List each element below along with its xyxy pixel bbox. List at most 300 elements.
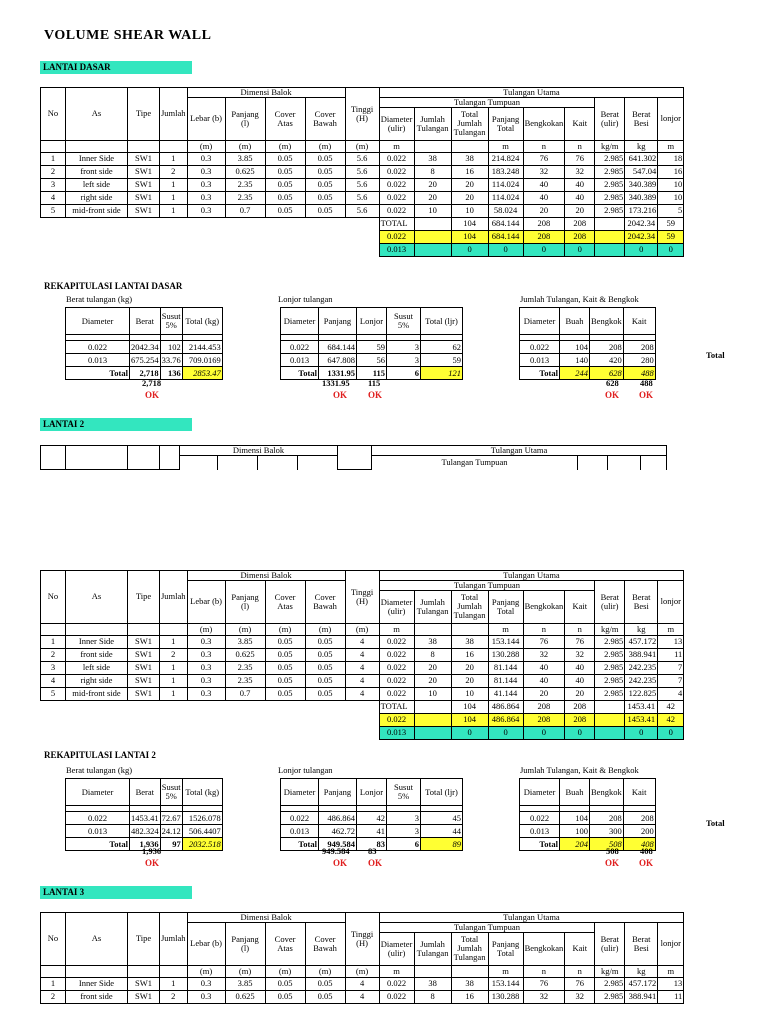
table-cell: 5.6 xyxy=(345,165,379,178)
table-cell: 7 xyxy=(658,661,684,674)
rekap-total-cell: 6 xyxy=(387,367,421,380)
table-cell: 0.022 xyxy=(379,204,414,217)
table-cell: 16 xyxy=(451,165,488,178)
table-row xyxy=(41,165,684,178)
table-cell: 16 xyxy=(451,648,488,661)
table-cell: 153.144 xyxy=(488,977,523,990)
table-cell: 0.05 xyxy=(265,648,305,661)
rekap-row xyxy=(520,812,656,825)
empty-cell xyxy=(187,217,225,230)
table-cell: 0.05 xyxy=(265,152,305,165)
fragment-cell xyxy=(128,446,160,470)
table-cell: 0.05 xyxy=(265,635,305,648)
table-cell: 2.985 xyxy=(595,661,625,674)
table-cell: 242.235 xyxy=(625,674,658,687)
col-header-jumlah: Jumlah xyxy=(160,571,188,624)
jumlah-check-bengkok-l2: 508 xyxy=(606,846,619,856)
rekap-total-cell: 97 xyxy=(160,838,182,851)
col-header-cover-bawah: Cover Bawah xyxy=(305,922,345,965)
rekap-cell: 0.022 xyxy=(520,812,560,825)
summary-cell: 0 xyxy=(451,243,488,256)
rekap-total-cell: 89 xyxy=(421,838,463,851)
table-cell: 8 xyxy=(414,990,451,1003)
table-cell: 20 xyxy=(523,204,565,217)
unit-cell xyxy=(414,965,451,977)
table-cell: 0.05 xyxy=(305,661,345,674)
rekap-cell: 0.013 xyxy=(520,825,560,838)
empty-cell xyxy=(265,713,305,726)
table-cell: 76 xyxy=(565,977,595,990)
table-cell: 0.022 xyxy=(379,191,414,204)
jumlah-check-kait-dasar: 488 xyxy=(640,378,653,388)
summary-cell: 104 xyxy=(451,700,488,713)
table-cell: left side xyxy=(66,661,128,674)
col-header-jumlah-tulangan: Jumlah Tulangan xyxy=(414,107,451,140)
table-cell: 1 xyxy=(41,635,66,648)
unit-cell xyxy=(41,140,66,152)
table-cell: 32 xyxy=(565,648,595,661)
table-cell: front side xyxy=(66,165,128,178)
table-cell: 0.05 xyxy=(305,152,345,165)
unit-cell: (m) xyxy=(225,965,265,977)
summary-cell xyxy=(414,217,451,230)
empty-cell xyxy=(128,700,160,713)
unit-cell xyxy=(128,623,160,635)
rekap-header-cell: Diameter xyxy=(66,779,130,806)
rekap-cell: 420 xyxy=(590,354,624,367)
unit-cell: (m) xyxy=(265,140,305,152)
col-header-panjang-total: Panjang Total xyxy=(488,590,523,623)
table-row xyxy=(41,635,684,648)
unit-cell: (m) xyxy=(187,965,225,977)
col-header-tulangan-utama: Tulangan Utama xyxy=(379,913,684,923)
table-cell: SW1 xyxy=(128,178,160,191)
table-cell: 5.6 xyxy=(345,204,379,217)
rekap-cell: 62 xyxy=(421,341,463,354)
table-row xyxy=(41,674,684,687)
summary-cell: 0 xyxy=(565,726,595,739)
table-cell: 18 xyxy=(658,152,684,165)
table-cell: 0.3 xyxy=(187,977,225,990)
summary-cell xyxy=(595,713,625,726)
jumlah-check-bengkok-dasar: 628 xyxy=(606,378,619,388)
table-cell: 20 xyxy=(414,178,451,191)
summary-cell: 486.864 xyxy=(488,713,523,726)
table-cell: 3 xyxy=(41,661,66,674)
rekap-cell: 647.808 xyxy=(319,354,357,367)
rekap-cell: 102 xyxy=(160,341,182,354)
table-cell: 0.05 xyxy=(265,661,305,674)
rekap-cell: 0.022 xyxy=(66,812,130,825)
table-cell: 0.05 xyxy=(305,687,345,700)
rekap-cell: 200 xyxy=(623,825,655,838)
empty-cell xyxy=(225,243,265,256)
section-band-lantai-2: LANTAI 2 xyxy=(40,418,192,431)
table-cell: 10 xyxy=(451,204,488,217)
table-cell: 0.3 xyxy=(187,635,225,648)
table-cell: left side xyxy=(66,178,128,191)
fragment-cell xyxy=(338,446,372,470)
rekap-total-cell: Total xyxy=(281,367,319,380)
col-header-bengkokan: Bengkokan xyxy=(523,590,565,623)
table-cell: 40 xyxy=(565,674,595,687)
lonjor-check-panjang-l2: 949.584 xyxy=(322,846,350,856)
table-cell: 0.625 xyxy=(225,165,265,178)
col-header-lonjor: lonjor xyxy=(658,97,684,140)
summary-row-yellow xyxy=(41,230,684,243)
summary-cell: 104 xyxy=(451,713,488,726)
table-row xyxy=(41,687,684,700)
table-cell: 8 xyxy=(414,165,451,178)
unit-cell: m xyxy=(488,140,523,152)
rekap-lonjor-dasar xyxy=(280,307,463,380)
summary-cell xyxy=(595,700,625,713)
col-header-lebar: Lebar (b) xyxy=(187,97,225,140)
table-cell: 0.022 xyxy=(379,674,414,687)
col-header-dimensi: Dimensi Balok xyxy=(187,88,345,98)
empty-cell xyxy=(305,726,345,739)
col-header-berat-ulir: Berat (ulir) xyxy=(595,580,625,623)
unit-cell: (m) xyxy=(345,140,379,152)
unit-cell: (m) xyxy=(345,965,379,977)
table-cell: 38 xyxy=(451,152,488,165)
table-cell: 0.3 xyxy=(187,687,225,700)
table-cell: 13 xyxy=(658,635,684,648)
table-cell: 457.172 xyxy=(625,977,658,990)
table-cell: 214.824 xyxy=(488,152,523,165)
col-header-berat-besi: Berat Besi xyxy=(625,922,658,965)
col-header-no: No xyxy=(41,571,66,624)
table-cell: 4 xyxy=(41,674,66,687)
table-lantai-dasar xyxy=(40,87,684,257)
unit-cell xyxy=(66,140,128,152)
table-cell: 4 xyxy=(658,687,684,700)
rekap-berat-l2 xyxy=(65,778,223,851)
rekap-cell: 56 xyxy=(357,354,387,367)
table-cell: 76 xyxy=(523,977,565,990)
table-cell: 38 xyxy=(451,977,488,990)
empty-cell xyxy=(345,230,379,243)
table-cell: 20 xyxy=(414,191,451,204)
summary-cell: 1453.41 xyxy=(625,713,658,726)
table-cell: 4 xyxy=(345,661,379,674)
ok-lonjor-panjang-dasar: OK xyxy=(333,390,348,400)
table-cell: 0.3 xyxy=(187,165,225,178)
table-cell: 4 xyxy=(41,191,66,204)
summary-cell: 2042.34 xyxy=(625,230,658,243)
rekap-header-cell: Panjang xyxy=(319,779,357,806)
lonjor-label-l2: Lonjor tulangan xyxy=(278,765,333,775)
table-cell: 1 xyxy=(160,178,188,191)
rekap-cell: 675.254 xyxy=(131,354,159,365)
rekap-cell: 33.76 xyxy=(161,354,181,365)
table-cell: 1 xyxy=(160,977,188,990)
table-cell: 2.985 xyxy=(595,674,625,687)
unit-cell: m xyxy=(488,965,523,977)
summary-cell xyxy=(595,243,625,256)
table-cell: SW1 xyxy=(128,674,160,687)
table-lantai-2-fragment xyxy=(40,445,667,470)
unit-cell: n xyxy=(565,965,595,977)
table-cell: 2.985 xyxy=(595,152,625,165)
table-cell: 3.85 xyxy=(225,977,265,990)
table-cell: 32 xyxy=(565,990,595,1003)
unit-cell xyxy=(66,623,128,635)
rekap-row xyxy=(66,812,223,825)
table-cell: 10 xyxy=(658,191,684,204)
table-cell: 388.941 xyxy=(625,648,658,661)
empty-cell xyxy=(345,243,379,256)
table-cell: SW1 xyxy=(128,204,160,217)
empty-cell xyxy=(225,726,265,739)
rekap-total-cell: Total xyxy=(66,367,130,380)
table-cell: 0.7 xyxy=(225,204,265,217)
table-cell: 20 xyxy=(451,661,488,674)
rekap-total-row xyxy=(520,367,656,380)
rekap-header-cell: Kait xyxy=(623,308,655,335)
summary-cell: 0 xyxy=(523,243,565,256)
rekap-cell: 59 xyxy=(357,341,387,354)
empty-cell xyxy=(66,700,128,713)
empty-cell xyxy=(66,230,128,243)
rekap-total-cell: 6 xyxy=(387,838,421,851)
table-cell: SW1 xyxy=(128,661,160,674)
rekap-cell: 684.144 xyxy=(319,341,357,354)
table-cell: 1 xyxy=(160,661,188,674)
rekap-total-cell: 115 xyxy=(357,367,387,380)
summary-cell: 208 xyxy=(565,700,595,713)
summary-cell: 0 xyxy=(451,726,488,739)
table-cell: 2.985 xyxy=(595,635,625,648)
summary-row-teal xyxy=(41,243,684,256)
table-cell: 2 xyxy=(160,990,188,1003)
col-header-tinggi: Tinggi (H) xyxy=(345,88,379,141)
table-cell: 5 xyxy=(41,687,66,700)
col-header-kait: Kait xyxy=(565,932,595,965)
rekap-cell: 3 xyxy=(387,354,421,367)
summary-cell xyxy=(414,713,451,726)
table-cell: 0.022 xyxy=(379,152,414,165)
table-cell: SW1 xyxy=(128,165,160,178)
rekap-header-cell: Diameter xyxy=(66,308,130,335)
fragment-cell xyxy=(578,455,608,470)
fragment-cell xyxy=(160,446,180,470)
rekap-cell: 41 xyxy=(357,825,387,838)
empty-cell xyxy=(128,217,160,230)
unit-cell: (m) xyxy=(305,623,345,635)
ok-berat-l2: OK xyxy=(145,858,160,868)
table-cell: 76 xyxy=(565,635,595,648)
col-header-lebar: Lebar (b) xyxy=(187,580,225,623)
summary-row-teal xyxy=(41,726,684,739)
lonjor-check-panjang-dasar: 1331.95 xyxy=(322,378,350,388)
table-cell: 0.05 xyxy=(305,674,345,687)
rekap-cell: 72.67 xyxy=(161,812,181,823)
rekap-cell: 486.864 xyxy=(319,812,357,825)
rekap-header-cell: Berat xyxy=(130,779,161,806)
rekap-total-cell: Total xyxy=(520,838,560,851)
unit-cell xyxy=(128,140,160,152)
empty-cell xyxy=(41,243,66,256)
table-cell: 0.3 xyxy=(187,204,225,217)
table-cell: 40 xyxy=(565,661,595,674)
summary-cell: 0 xyxy=(488,726,523,739)
fragment-cell xyxy=(641,455,667,470)
col-header-total-jumlah: Total Jumlah Tulangan xyxy=(451,932,488,965)
col-header-total-jumlah: Total Jumlah Tulangan xyxy=(451,590,488,623)
table-cell: 0.022 xyxy=(379,165,414,178)
table-cell: front side xyxy=(66,990,128,1003)
table-cell: 40 xyxy=(523,661,565,674)
rekap-total-cell: 83 xyxy=(357,838,387,851)
empty-cell xyxy=(345,700,379,713)
rekap-cell: 462.72 xyxy=(319,825,357,838)
summary-cell xyxy=(414,700,451,713)
rekap-cell: 0.013 xyxy=(281,354,319,367)
unit-cell: kg/m xyxy=(595,965,625,977)
rekap-row xyxy=(281,825,463,838)
empty-cell xyxy=(265,243,305,256)
ok-lonjor-lonjor-l2: OK xyxy=(368,858,383,868)
table-cell: 4 xyxy=(345,990,379,1003)
fragment-header-tulangan-utama: Tulangan Utama xyxy=(372,446,667,456)
unit-cell: (m) xyxy=(345,623,379,635)
rekap-cell: 506.4407 xyxy=(182,825,222,838)
table-cell: 5.6 xyxy=(345,152,379,165)
empty-cell xyxy=(187,243,225,256)
table-cell: 1 xyxy=(160,635,188,648)
empty-cell xyxy=(66,217,128,230)
summary-row-total xyxy=(41,700,684,713)
rekap-total-cell: 2,718 xyxy=(130,367,161,380)
rekap-header-cell: Kait xyxy=(623,779,655,806)
empty-cell xyxy=(345,217,379,230)
rekap-header-cell: Lonjor xyxy=(357,779,387,806)
table-row xyxy=(41,661,684,674)
col-header-tulangan-tumpuan: Tulangan Tumpuan xyxy=(379,97,595,107)
empty-cell xyxy=(128,713,160,726)
unit-cell xyxy=(41,623,66,635)
table-cell: 0.3 xyxy=(187,152,225,165)
table-cell: 5.6 xyxy=(345,178,379,191)
fragment-cell xyxy=(180,455,218,470)
table-cell: 2 xyxy=(41,990,66,1003)
rekap-cell: 104 xyxy=(560,812,590,825)
table-cell: 0.3 xyxy=(187,191,225,204)
table-cell: 10 xyxy=(414,204,451,217)
rekap-total-cell: 2853.47 xyxy=(182,367,222,380)
table-cell: 2.985 xyxy=(595,204,625,217)
table-cell: 2.985 xyxy=(595,165,625,178)
rekap-total-cell: Total xyxy=(66,838,130,851)
col-header-no: No xyxy=(41,913,66,966)
table-cell: Inner Side xyxy=(66,152,128,165)
table-cell: 20 xyxy=(414,661,451,674)
table-cell: 32 xyxy=(523,990,565,1003)
empty-cell xyxy=(305,217,345,230)
table-cell: 0.022 xyxy=(379,635,414,648)
table-cell: right side xyxy=(66,674,128,687)
unit-cell: n xyxy=(565,140,595,152)
table-cell: 3.85 xyxy=(225,635,265,648)
table-cell: 0.05 xyxy=(265,165,305,178)
rekap-cell: 709.0169 xyxy=(182,354,222,367)
table-cell: 2.985 xyxy=(595,191,625,204)
table-cell: 114.024 xyxy=(488,191,523,204)
rekap-total-cell: 121 xyxy=(421,367,463,380)
table-cell: 0.625 xyxy=(225,648,265,661)
empty-cell xyxy=(305,230,345,243)
rekap-cell: 2042.34 xyxy=(131,341,159,352)
section-band-lantai-dasar: LANTAI DASAR xyxy=(40,61,192,74)
summary-cell: TOTAL xyxy=(379,700,414,713)
unit-cell: kg xyxy=(625,623,658,635)
lonjor-check-lonjor-dasar: 115 xyxy=(368,378,381,388)
summary-cell: 684.144 xyxy=(488,217,523,230)
fragment-cell xyxy=(258,455,298,470)
table-cell: 2.35 xyxy=(225,191,265,204)
table-cell: 40 xyxy=(523,674,565,687)
empty-cell xyxy=(128,726,160,739)
table-row xyxy=(41,977,684,990)
table-cell: 1 xyxy=(160,191,188,204)
empty-cell xyxy=(305,713,345,726)
empty-cell xyxy=(66,243,128,256)
col-header-tulangan-tumpuan: Tulangan Tumpuan xyxy=(379,922,595,932)
table-cell: 641.302 xyxy=(625,152,658,165)
col-header-diameter: Diameter (ulir) xyxy=(379,932,414,965)
table-cell: 2.985 xyxy=(595,648,625,661)
summary-cell: 208 xyxy=(523,700,565,713)
unit-cell: kg xyxy=(625,965,658,977)
table-cell: 4 xyxy=(345,977,379,990)
table-cell: 10 xyxy=(658,178,684,191)
table-cell: 0.3 xyxy=(187,648,225,661)
col-header-diameter: Diameter (ulir) xyxy=(379,590,414,623)
empty-cell xyxy=(66,726,128,739)
table-cell: 2.35 xyxy=(225,674,265,687)
summary-cell: 0 xyxy=(565,243,595,256)
table-cell: 20 xyxy=(451,178,488,191)
ok-bengkok-dasar: OK xyxy=(605,390,620,400)
rekap-cell: 208 xyxy=(590,341,624,354)
unit-cell: m xyxy=(379,965,414,977)
table-cell: 40 xyxy=(565,178,595,191)
rekap-cell: 59 xyxy=(421,354,463,367)
rekap-dasar-title: REKAPITULASI LANTAI DASAR xyxy=(44,281,183,291)
table-cell: 2 xyxy=(160,165,188,178)
col-header-tulangan-utama: Tulangan Utama xyxy=(379,571,684,581)
rekap-header-cell: Susut 5% xyxy=(387,308,421,335)
summary-cell: 208 xyxy=(523,230,565,243)
berat-label: Berat tulangan (kg) xyxy=(66,294,133,304)
rekap-cell: 482.324 xyxy=(131,825,159,836)
summary-cell: 208 xyxy=(523,713,565,726)
rekap-cell: 24.12 xyxy=(161,825,181,836)
table-cell: 16 xyxy=(658,165,684,178)
table-cell: 0.3 xyxy=(187,178,225,191)
unit-cell: m xyxy=(658,623,684,635)
table-cell: 0.05 xyxy=(305,178,345,191)
table-cell: 76 xyxy=(565,152,595,165)
table-cell: 0.3 xyxy=(187,990,225,1003)
rekap-header-cell: Diameter xyxy=(520,308,560,335)
col-header-panjang: Panjang (l) xyxy=(225,580,265,623)
table-cell: 40 xyxy=(523,191,565,204)
empty-cell xyxy=(225,217,265,230)
summary-cell: 0.013 xyxy=(379,243,414,256)
unit-cell: (m) xyxy=(265,965,305,977)
